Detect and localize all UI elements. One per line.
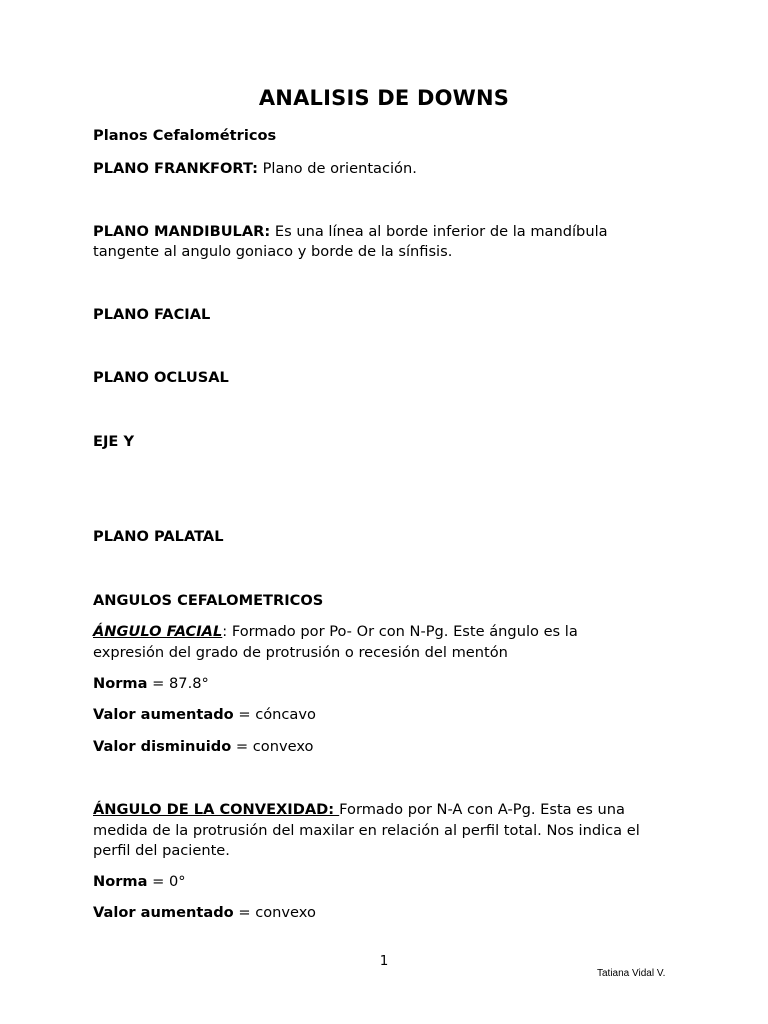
angulo-convexidad-aumentado-value: = convexo [233, 904, 316, 921]
angulo-convexidad-text-line1: Formado por N-A con A-Pg. Esta es una [339, 801, 625, 818]
angulos-heading-text: ANGULOS CEFALOMETRICOS [93, 592, 324, 609]
plano-palatal-text: PLANO PALATAL [93, 528, 224, 545]
angulos-heading [93, 591, 683, 612]
angulo-convexidad-norma-value: = 0° [147, 873, 186, 890]
angulo-convexidad-line2 [93, 821, 683, 842]
angulo-facial-line2 [93, 643, 683, 664]
angulo-convexidad-line3 [93, 841, 683, 862]
plano-mandibular-text-line1: Es una línea al borde inferior de la mandíbula [270, 223, 608, 240]
planos-heading-text: Planos Cefalométricos [93, 127, 277, 144]
footer-author: Tatiana Vidal V. [597, 968, 666, 979]
angulo-convexidad-norma [93, 872, 683, 893]
plano-oclusal-heading [93, 368, 683, 389]
document-title: ANALISIS DE DOWNS [258, 86, 510, 110]
angulo-facial-disminuido [93, 737, 683, 758]
planos-heading [93, 126, 683, 147]
plano-facial-text: PLANO FACIAL [93, 306, 211, 323]
angulo-convexidad-aumentado-label: Valor aumentado [93, 904, 234, 921]
angulo-facial-aumentado [93, 705, 683, 726]
plano-mandibular-line2 [93, 242, 683, 263]
plano-oclusal-text: PLANO OCLUSAL [93, 369, 229, 386]
plano-mandibular-label: PLANO MANDIBULAR: [93, 223, 271, 240]
plano-palatal-heading [93, 527, 683, 548]
angulo-facial-paragraph [93, 622, 683, 643]
plano-mandibular-text-line2: tangente al angulo goniaco y borde de la sínfisis. [93, 243, 453, 260]
angulo-convexidad-text-line3: perfil del paciente. [93, 842, 230, 859]
angulo-convexidad-label: ÁNGULO DE LA CONVEXIDAD: [93, 801, 340, 818]
angulo-facial-label: ÁNGULO FACIAL [93, 623, 223, 640]
angulo-facial-aumentado-value: = cóncavo [233, 706, 316, 723]
eje-y-text: EJE Y [93, 433, 135, 450]
plano-frankfort-paragraph [93, 159, 683, 180]
angulo-facial-norma-label: Norma [93, 675, 148, 692]
angulo-facial-text-line2: expresión del grado de protrusión o recesión del mentón [93, 644, 508, 661]
eje-y-heading [93, 432, 683, 453]
plano-frankfort-text: Plano de orientación. [257, 160, 417, 177]
angulo-convexidad-norma-label: Norma [93, 873, 148, 890]
angulo-facial-disminuido-value: = convexo [231, 738, 314, 755]
angulo-facial-norma [93, 674, 683, 695]
angulo-facial-disminuido-label: Valor disminuido [93, 738, 232, 755]
page-number: 1 [379, 953, 389, 969]
angulo-convexidad-aumentado [93, 903, 683, 924]
angulo-facial-aumentado-label: Valor aumentado [93, 706, 234, 723]
angulo-facial-norma-value: = 87.8° [147, 675, 209, 692]
angulo-facial-text-line1: : Formado por Po- Or con N-Pg. Este ángulo es la [222, 623, 578, 640]
plano-facial-heading [93, 305, 683, 326]
angulo-convexidad-paragraph [93, 800, 683, 821]
angulo-convexidad-text-line2: medida de la protrusión del maxilar en relación al perfil total. Nos indica el [93, 822, 640, 839]
plano-frankfort-label: PLANO FRANKFORT: [93, 160, 258, 177]
plano-mandibular-paragraph [93, 222, 683, 243]
